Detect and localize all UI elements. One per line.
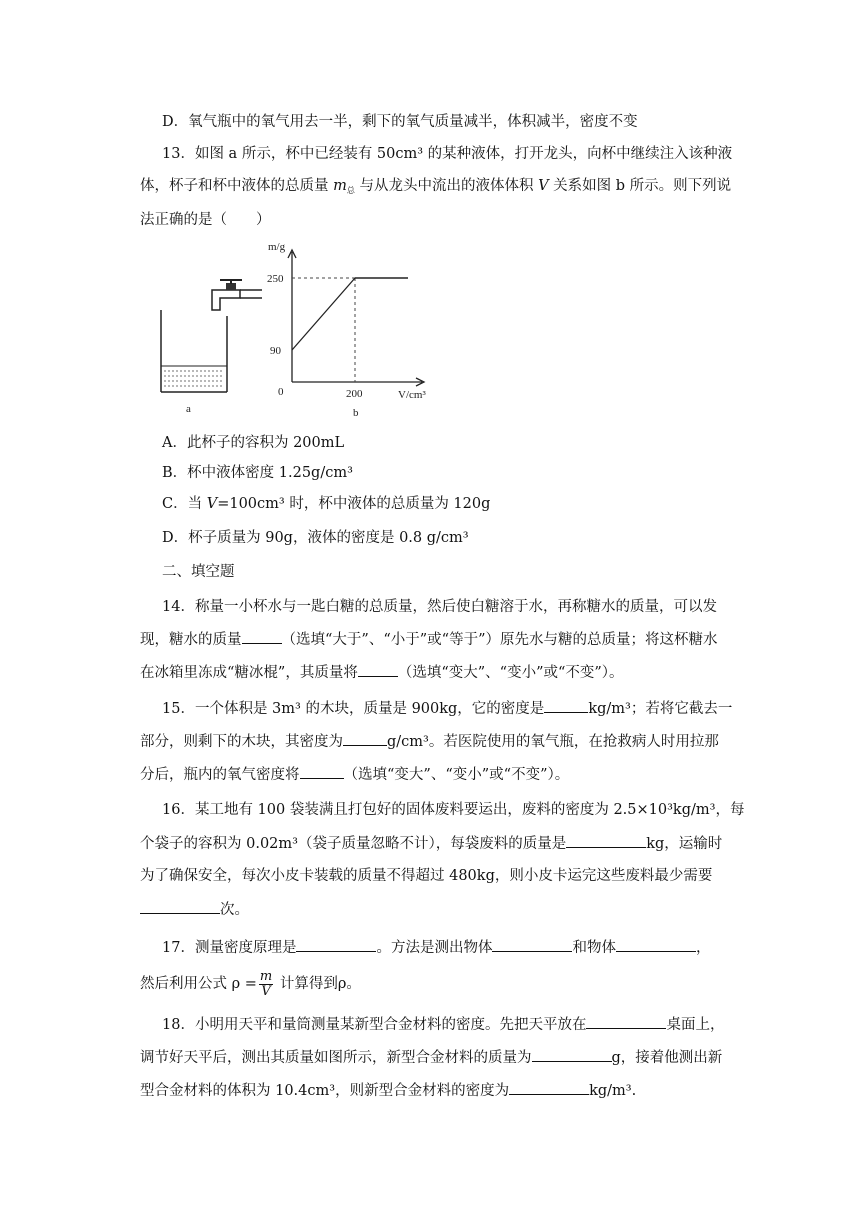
q16-line3: 为了确保安全，每次小皮卡装载的质量不得超过 480kg，则小皮卡运完这些废料最少需要	[140, 868, 713, 884]
q17-line1	[162, 937, 762, 958]
q14-line3	[140, 662, 740, 683]
answer-blank[interactable]	[358, 662, 398, 677]
q15-text: 15．一个体积是 3m³ 的木块，质量是 900kg，它的密度是	[162, 701, 545, 717]
q17-text: 和物体	[572, 940, 616, 956]
q13-stem-line1: 13．如图 a 所示，杯中已经装有 50cm³ 的某种液体，打开龙头，向杯中继续注入该种液	[162, 146, 733, 162]
q18-text: 桌面上，	[666, 1017, 725, 1033]
q13-symbol-v: V	[538, 178, 549, 194]
answer-blank[interactable]	[532, 1047, 612, 1062]
answer-blank[interactable]	[509, 1080, 589, 1095]
answer-blank[interactable]	[296, 937, 376, 952]
mass-volume-graph	[267, 241, 426, 419]
origin-label: 0	[278, 386, 284, 398]
q18-line2	[140, 1047, 740, 1068]
q18-text: 型合金材料的体积为 10.4cm³，则新型合金材料的密度为	[140, 1083, 510, 1099]
q14-line1: 14．称量一小杯水与一匙白糖的总质量，然后使白糖溶于水，再称糖水的质量，可以发	[162, 599, 717, 615]
q13-symbol-m: m	[333, 178, 347, 194]
option-c-text: =100cm³ 时，杯中液体的总质量为 120g	[217, 496, 491, 512]
cup-diagram	[161, 280, 262, 415]
q14-text: （选填“大于”、“小于”或“等于”）原先水与糖的总质量；将这杯糖水	[281, 632, 718, 648]
q16-text: 次。	[220, 902, 249, 918]
q18-text: kg/m³.	[589, 1083, 637, 1099]
q14-line2	[140, 629, 740, 650]
q15-text: g/cm³。若医院使用的氧气瓶，在抢救病人时用拉那	[387, 734, 719, 750]
figure-a-label: a	[186, 403, 191, 415]
answer-blank[interactable]	[343, 731, 387, 746]
q18-text: 18．小明用天平和量筒测量某新型合金材料的密度。先把天平放在	[162, 1017, 587, 1033]
q18-line3	[140, 1080, 740, 1101]
y-tick-90: 90	[270, 345, 281, 357]
q13-stem-line2	[140, 176, 740, 196]
answer-blank[interactable]	[616, 937, 696, 952]
q13-figure	[150, 240, 430, 420]
option-c-symbol: V	[206, 496, 218, 512]
x-tick-200: 200	[346, 388, 363, 400]
q14-text: 现，糖水的质量	[140, 632, 242, 648]
q13-stem-text: 关系如图 b 所示。则下列说	[548, 178, 732, 194]
q15-text: （选填“变大”、“变小”或“不变”）。	[343, 767, 570, 783]
q13-option-d: D．杯子质量为 90g，液体的密度是 0.8 g/cm³	[162, 530, 469, 546]
q13-stem-text: 体，杯子和杯中液体的总质量	[140, 178, 334, 194]
q13-option-b: B．杯中液体密度 1.25g/cm³	[162, 465, 353, 481]
q17-text: 然后利用公式 ρ =	[140, 976, 257, 992]
q16-line2	[140, 833, 740, 854]
q18-line1	[162, 1014, 762, 1035]
section-heading: 二、填空题	[162, 564, 235, 580]
q15-text: kg/m³；若将它截去一	[588, 701, 733, 717]
q16-line4	[140, 899, 740, 920]
answer-blank[interactable]	[586, 1014, 666, 1029]
y-axis-label: m/g	[268, 241, 286, 253]
answer-blank[interactable]	[544, 698, 588, 713]
formula-numerator: m	[259, 968, 273, 984]
q13-stem-line3: 法正确的是（ ）	[140, 212, 271, 228]
q17-text: 计算得到ρ。	[275, 976, 361, 992]
q14-text: 在冰箱里冻成“糖冰棍”，其质量将	[140, 665, 358, 681]
q16-text: kg，运输时	[646, 836, 723, 852]
density-formula	[259, 970, 273, 999]
answer-blank[interactable]	[492, 937, 572, 952]
q16-line1: 16．某工地有 100 袋装满且打包好的固体废料要运出，废料的密度为 2.5×10³kg/m³，每	[162, 802, 745, 818]
q17-line2	[140, 966, 740, 1002]
q17-text: 17．测量密度原理是	[162, 940, 297, 956]
y-tick-250: 250	[267, 273, 284, 285]
answer-blank[interactable]	[242, 629, 282, 644]
answer-blank[interactable]	[300, 764, 344, 779]
q13-option-a: A．此杯子的容积为 200mL	[162, 435, 345, 451]
q15-line3	[140, 764, 740, 785]
q15-line2	[140, 731, 740, 752]
q15-line1	[162, 698, 762, 719]
formula-denominator: V	[261, 983, 271, 999]
q18-text: 调节好天平后，测出其质量如图所示，新型合金材料的质量为	[140, 1050, 532, 1066]
q13-option-c	[162, 494, 762, 514]
q12-option-d: D．氧气瓶中的氧气用去一半，剩下的氧气质量减半，体积减半，密度不变	[162, 114, 638, 130]
x-axis-label: V/cm³	[398, 389, 426, 401]
q14-text: （选填“变大”、“变小”或“不变”）。	[397, 665, 624, 681]
answer-blank[interactable]	[566, 833, 646, 848]
figure-b-label: b	[353, 407, 359, 419]
q18-text: g，接着他测出新	[611, 1050, 723, 1066]
q16-text: 个袋子的容积为 0.02m³（袋子质量忽略不计），每袋废料的质量是	[140, 836, 567, 852]
q15-text: 分后，瓶内的氧气密度将	[140, 767, 300, 783]
q13-symbol-sub: 总	[346, 186, 355, 195]
q13-stem-text: 与从龙头中流出的液体体积	[354, 178, 539, 194]
q17-text: ，	[695, 940, 711, 956]
q17-text: 。方法是测出物体	[376, 940, 493, 956]
option-c-text: C．当	[162, 496, 207, 512]
q15-text: 部分，则剩下的木块，其密度为	[140, 734, 343, 750]
answer-blank[interactable]	[140, 899, 220, 914]
